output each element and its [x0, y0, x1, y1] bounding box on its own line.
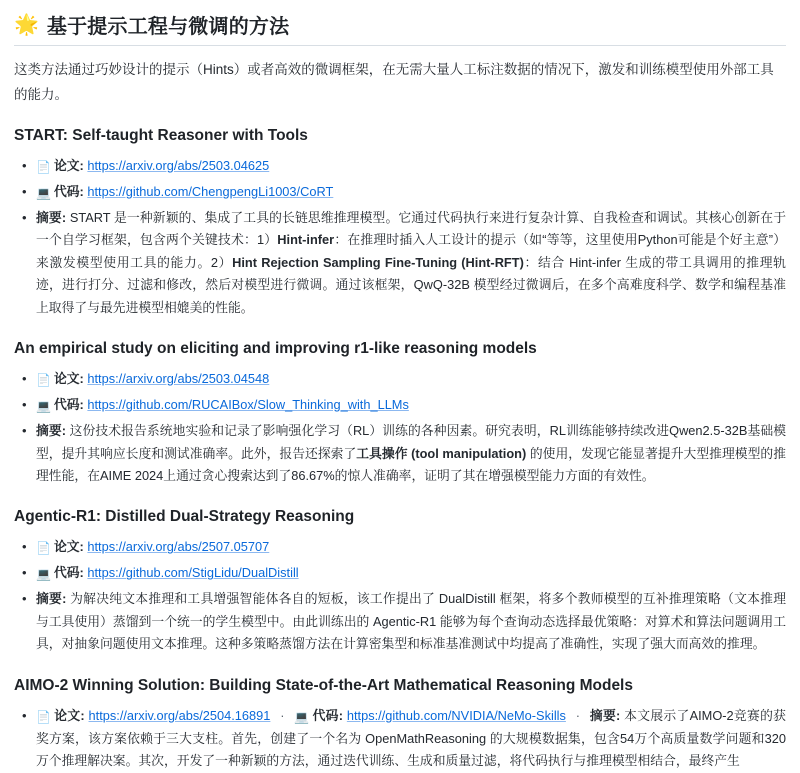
- code-link[interactable]: https://github.com/StigLidu/DualDistill: [87, 565, 299, 581]
- section-title: AIMO-2 Winning Solution: Building State-of-the-Art Mathematical Reasoning Models: [14, 676, 633, 694]
- list-item-abstract: [36, 207, 786, 319]
- intro-paragraph: 这类方法通过巧妙设计的提示（Hints）或者高效的微调框架，在无需大量人工标注数据的情况下，激发和训练模型使用外部工具的能力。: [14, 62, 774, 102]
- list-item-paper: [36, 368, 786, 391]
- abstract-label: 摘要:: [36, 210, 67, 226]
- computer-icon: 💻: [36, 567, 51, 582]
- code-label: 代码:: [53, 184, 84, 200]
- section-items: [14, 155, 786, 319]
- abstract-text: 本文展示了AIMO-2竞赛的获奖方案，该方案依赖于三大支柱。首先，创建了一个名为 OpenMathReasoning 的大规模数据集，包含54万个高质量数学问题和320万个推理解决案。其次，开发了一种新颖的方法，通过迭代训练、生成和质量过滤，将代码执行与推理模型相结合，最终产生: [36, 707, 786, 769]
- section-title: Agentic-R1: Distilled Dual-Strategy Reasoning: [14, 508, 355, 526]
- list-item-combined: [36, 705, 786, 773]
- code-label: 代码:: [53, 397, 84, 413]
- paper-label: 论文:: [53, 158, 84, 174]
- section-items: [14, 536, 786, 655]
- paper-link[interactable]: https://arxiv.org/abs/2503.04625: [87, 158, 270, 174]
- section-aimo2: [14, 676, 786, 773]
- abstract-text: 这份技术报告系统地实验和记录了影响强化学习（RL）训练的各种因素。研究表明，RL训练能够持续改进Qwen2.5-32B基础模型，提升其响应长度和测试准确率。此外，报告还探索了工具操作 (tool manipulation) 的使用，发现它能显著提升大型推理模型的推理性能，在AIME 2024上通过贪心搜索达到了86.67%的惊人准确率，证明了其在增强模型能力方面的有效性。: [36, 423, 787, 483]
- separator: ·: [575, 707, 581, 723]
- section-agentic-r1: [14, 507, 786, 655]
- abstract-label: 摘要:: [36, 423, 67, 439]
- paper-link[interactable]: https://arxiv.org/abs/2507.05707: [87, 539, 270, 555]
- list-item-code: [36, 181, 786, 204]
- separator: ·: [280, 707, 285, 723]
- computer-icon: 💻: [36, 186, 51, 201]
- section-empirical-study: [14, 339, 786, 487]
- paper-label: 论文:: [53, 539, 84, 555]
- list-item-paper: [36, 155, 786, 178]
- section-items: [14, 705, 786, 773]
- list-item-code: [36, 394, 786, 417]
- list-item-abstract: [36, 588, 786, 655]
- paper-link[interactable]: https://arxiv.org/abs/2503.04548: [87, 371, 270, 387]
- code-link[interactable]: https://github.com/ChengpengLi1003/CoRT: [87, 184, 334, 200]
- section-title: START: Self-taught Reasoner with Tools: [14, 126, 308, 144]
- code-link[interactable]: https://github.com/RUCAIBox/Slow_Thinking_with_LLMs: [87, 397, 409, 413]
- star-icon: 🌟: [14, 13, 39, 36]
- abstract-label: 摘要:: [36, 591, 67, 607]
- document-icon: 📄: [36, 373, 51, 388]
- document-icon: 📄: [36, 541, 51, 556]
- section-title: An empirical study on eliciting and improving r1-like reasoning models: [14, 340, 537, 358]
- section-items: [14, 368, 786, 487]
- page-title-text: 基于提示工程与微调的方法: [46, 16, 290, 38]
- section-start: [14, 126, 786, 319]
- code-link[interactable]: https://github.com/NVIDIA/NeMo-Skills: [346, 707, 566, 723]
- document-icon: 📄: [36, 709, 51, 724]
- paper-label: 论文:: [53, 707, 85, 723]
- abstract-label: 摘要:: [589, 707, 621, 723]
- list-item-paper: [36, 536, 786, 559]
- abstract-text: 为解决纯文本推理和工具增强智能体各自的短板，该工作提出了 DualDistill 框架，将多个教师模型的互补推理策略（文本推理与工具使用）蒸馏到一个统一的学生模型中。由此训练出的 Agentic-R1 能够为每个查询动态选择最优策略：对算术和算法问题调用工具，对抽象问题使用文本推理。这种多策略蒸馏方法在计算密集型和标准基准测试中均提高了准确性，实现了强大而高效的推理。: [36, 591, 786, 652]
- code-label: 代码:: [312, 707, 344, 723]
- page-title: [14, 10, 786, 46]
- list-item-abstract: [36, 420, 786, 487]
- paper-label: 论文:: [53, 371, 84, 387]
- list-item-code: [36, 562, 786, 585]
- abstract-text: START 是一种新颖的、集成了工具的长链思维推理模型。它通过代码执行来进行复杂计算、自我检查和调试。其核心创新在于一个自学习框架，包含两个关键技术：1）Hint-infer：在推理时插入人工设计的提示（如“等等，这里使用Python可能是个好主意”）来激发模型使用工具的能力。2）Hint Rejection Sampling Fine-Tuning (Hint-RFT)：结合 Hint-infer 生成的带工具调用的推理轨迹，进行打分、过滤和修改，然后对模型进行微调。通过该框架，QwQ-32B 模型经过微调后，在多个高难度科学、数学和编程基准上取得了与最先进模型相媲美的性能。: [36, 210, 787, 315]
- computer-icon: 💻: [36, 399, 51, 414]
- code-label: 代码:: [53, 565, 84, 581]
- paper-link[interactable]: https://arxiv.org/abs/2504.16891: [88, 707, 271, 723]
- document-icon: 📄: [36, 160, 51, 175]
- computer-icon: 💻: [294, 709, 310, 724]
